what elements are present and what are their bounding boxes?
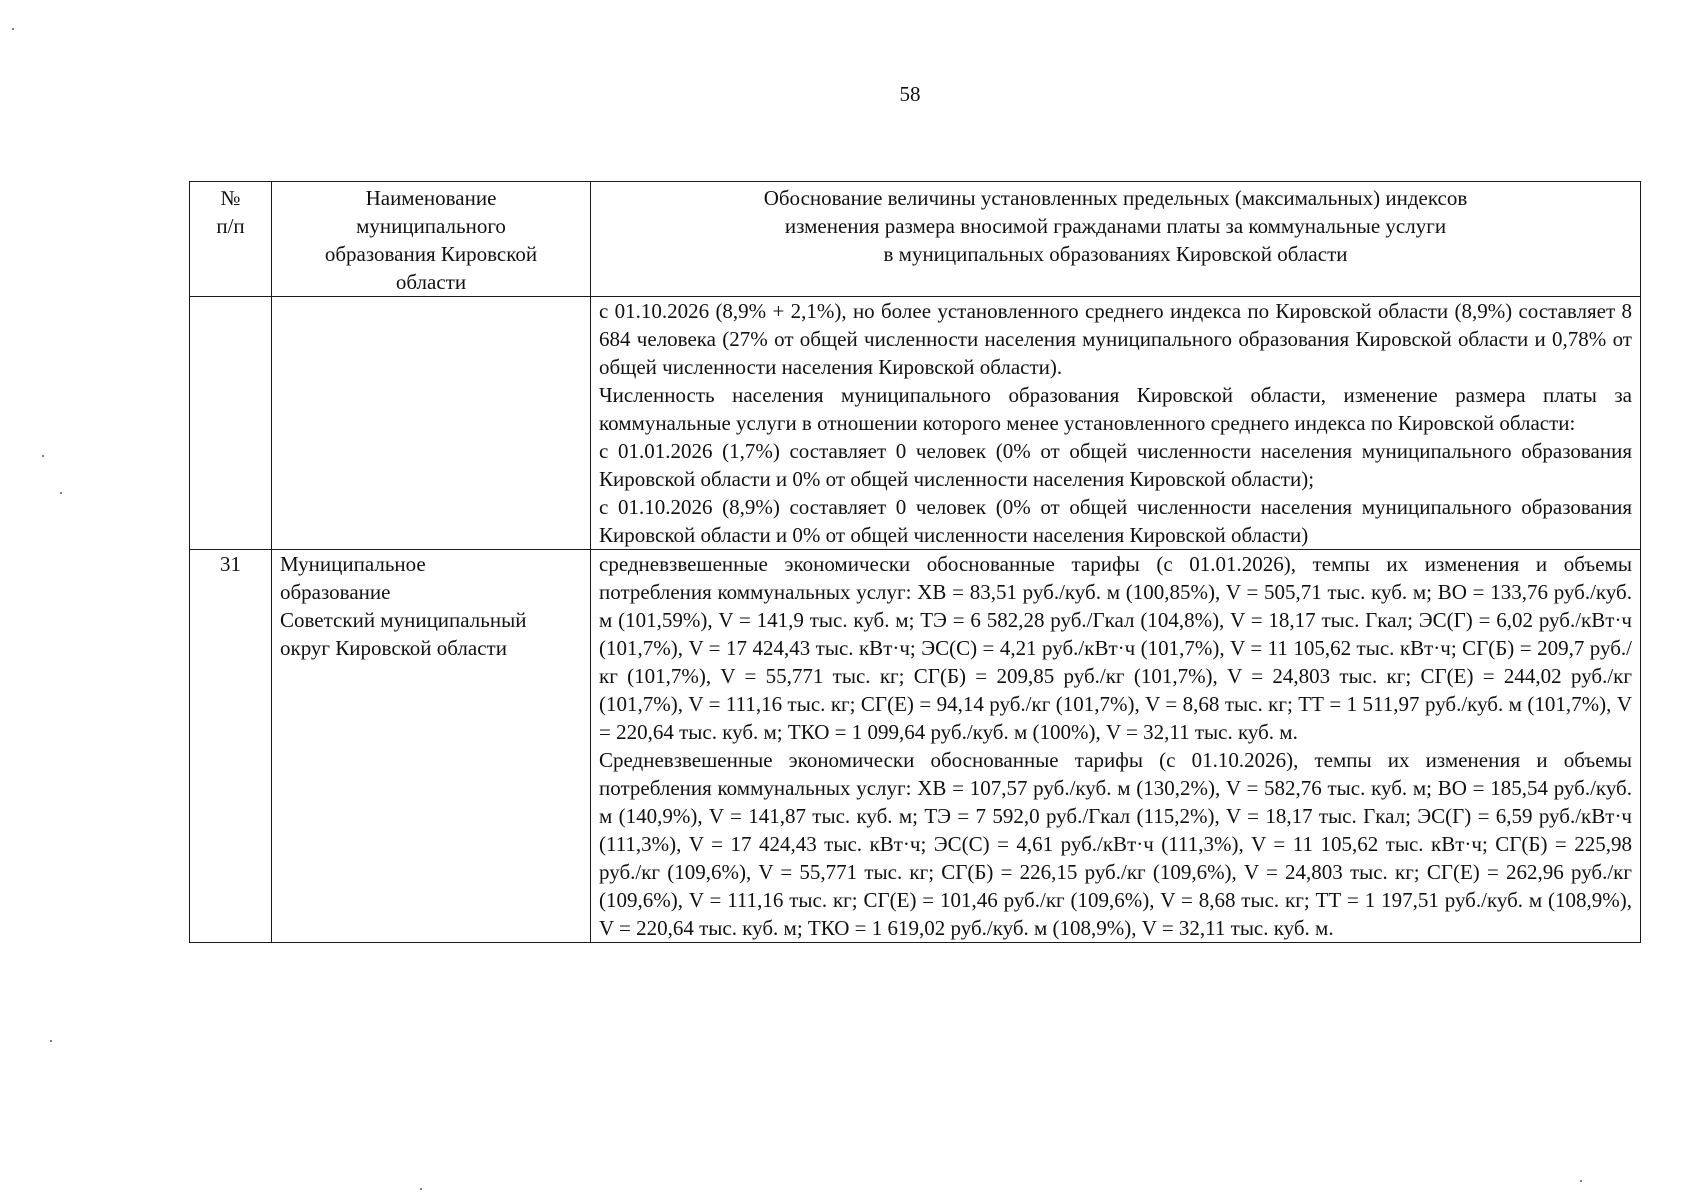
municipality-name-cell: [272, 550, 591, 943]
municipality-name-line: округ Кировской области: [280, 636, 507, 660]
scan-speck: [420, 1188, 422, 1190]
table-row: [190, 297, 1641, 550]
municipality-name-cell: [272, 297, 591, 550]
header-name-line: муниципального: [356, 214, 506, 238]
row-number-cell: 31: [190, 550, 272, 943]
justification-cell: [591, 550, 1641, 943]
header-name-line: образования Кировской: [324, 242, 538, 266]
justification-paragraph: средневзвешенные экономически обоснованные тарифы (с 01.01.2026), темпы их изменения и объемы потребления коммунальных услуг: ХВ = 83,51 руб./куб. м (100,85%), V = 505,71 тыс. куб. м; ВО = 133,76 руб./куб. м (101,59%), V = 141,9 тыс. куб. м; ТЭ = 6 582,28 руб./Гкал (104,8%), V = 18,17 тыс. Гкал; ЭС(Г) = 6,02 руб./кВт·ч (101,7%), V = 17 424,43 тыс. кВт·ч; ЭС(С) = 4,21 руб./кВт·ч (101,7%), V = 11 105,62 тыс. кВт·ч; СГ(Б) = 209,7 руб./кг (101,7%), V = 55,771 тыс. кг; СГ(Б) = 209,85 руб./кг (101,7%), V = 24,803 тыс. кг; СГ(Е) = 244,02 руб./кг (101,7%), V = 111,16 тыс. кг; СГ(Е) = 94,14 руб./кг (101,7%), V = 8,68 тыс. кг; ТТ = 1 511,97 руб./куб. м (101,7%), V = 220,64 тыс. куб. м; ТКО = 1 099,64 руб./куб. м (100%), V = 32,11 тыс. куб. м.: [599, 552, 1632, 744]
justification-paragraph: с 01.10.2026 (8,9%) составляет 0 человек (0% от общей численности населения муниципального образования Кировской области и 0% от общей численности населения Кировской области): [599, 495, 1632, 547]
scan-speck: [42, 455, 44, 457]
page-number: 58: [899, 82, 921, 106]
table-row: [190, 550, 1641, 943]
municipality-name-line: образование: [280, 580, 391, 604]
header-name-line: области: [395, 270, 467, 294]
justification-cell: [591, 297, 1641, 550]
header-num-line: п/п: [216, 214, 245, 238]
justification-paragraph: Средневзвешенные экономически обоснованные тарифы (с 01.10.2026), темпы их изменения и объемы потребления коммунальных услуг: ХВ = 107,57 руб./куб. м (130,2%), V = 582,76 тыс. куб. м; ВО = 185,54 руб./куб. м (140,9%), V = 141,87 тыс. куб. м; ТЭ = 7 592,0 руб./Гкал (115,2%), V = 18,17 тыс. Гкал; ЭС(Г) = 6,59 руб./кВт·ч (111,3%), V = 17 424,43 тыс. кВт·ч; ЭС(С) = 4,61 руб./кВт·ч (111,3%), V = 11 105,62 тыс. кВт·ч; СГ(Б) = 225,98 руб./кг (109,6%), V = 55,771 тыс. кг; СГ(Б) = 226,15 руб./кг (109,6%), V = 24,803 тыс. кг; СГ(Е) = 262,96 руб./кг (109,6%), V = 111,16 тыс. кг; СГ(Е) = 101,46 руб./кг (109,6%), V = 8,68 тыс. кг; ТТ = 1 197,51 руб./куб. м (108,9%), V = 220,64 тыс. куб. м; ТКО = 1 619,02 руб./куб. м (108,9%), V = 32,11 тыс. куб. м.: [599, 748, 1632, 940]
scan-speck: [60, 492, 62, 494]
header-justification: [591, 182, 1641, 297]
header-justification-line: в муниципальных образованиях Кировской области: [883, 242, 1348, 266]
municipality-name-line: Советский муниципальный: [280, 608, 527, 632]
header-name-line: Наименование: [365, 186, 497, 210]
header-justification-line: Обоснование величины установленных предельных (максимальных) индексов: [763, 186, 1468, 210]
justification-paragraph: с 01.10.2026 (8,9% + 2,1%), но более установленного среднего индекса по Кировской области (8,9%) составляет 8 684 человека (27% от общей численности населения муниципального образования Кировской области и 0,78% от общей численности населения Кировской области).: [599, 299, 1632, 379]
justification-paragraph: с 01.01.2026 (1,7%) составляет 0 человек (0% от общей численности населения муниципального образования Кировской области и 0% от общей численности населения Кировской области);: [599, 439, 1632, 491]
header-num: [190, 182, 272, 297]
table-header-row: [190, 182, 1641, 297]
justification-paragraph: Численность населения муниципального образования Кировской области, изменение размера платы за коммунальные услуги в отношении которого менее установленного среднего индекса по Кировской области:: [599, 383, 1632, 435]
municipality-name-line: Муниципальное: [280, 552, 426, 576]
header-num-line: №: [220, 186, 241, 210]
scan-speck: [1580, 1180, 1582, 1182]
justification-table: [189, 181, 1641, 943]
scan-speck: [12, 28, 14, 30]
header-municipality-name: [272, 182, 591, 297]
scan-speck: [50, 1040, 52, 1042]
header-justification-line: изменения размера вносимой гражданами платы за коммунальные услуги: [784, 214, 1447, 238]
row-number-cell: [190, 297, 272, 550]
